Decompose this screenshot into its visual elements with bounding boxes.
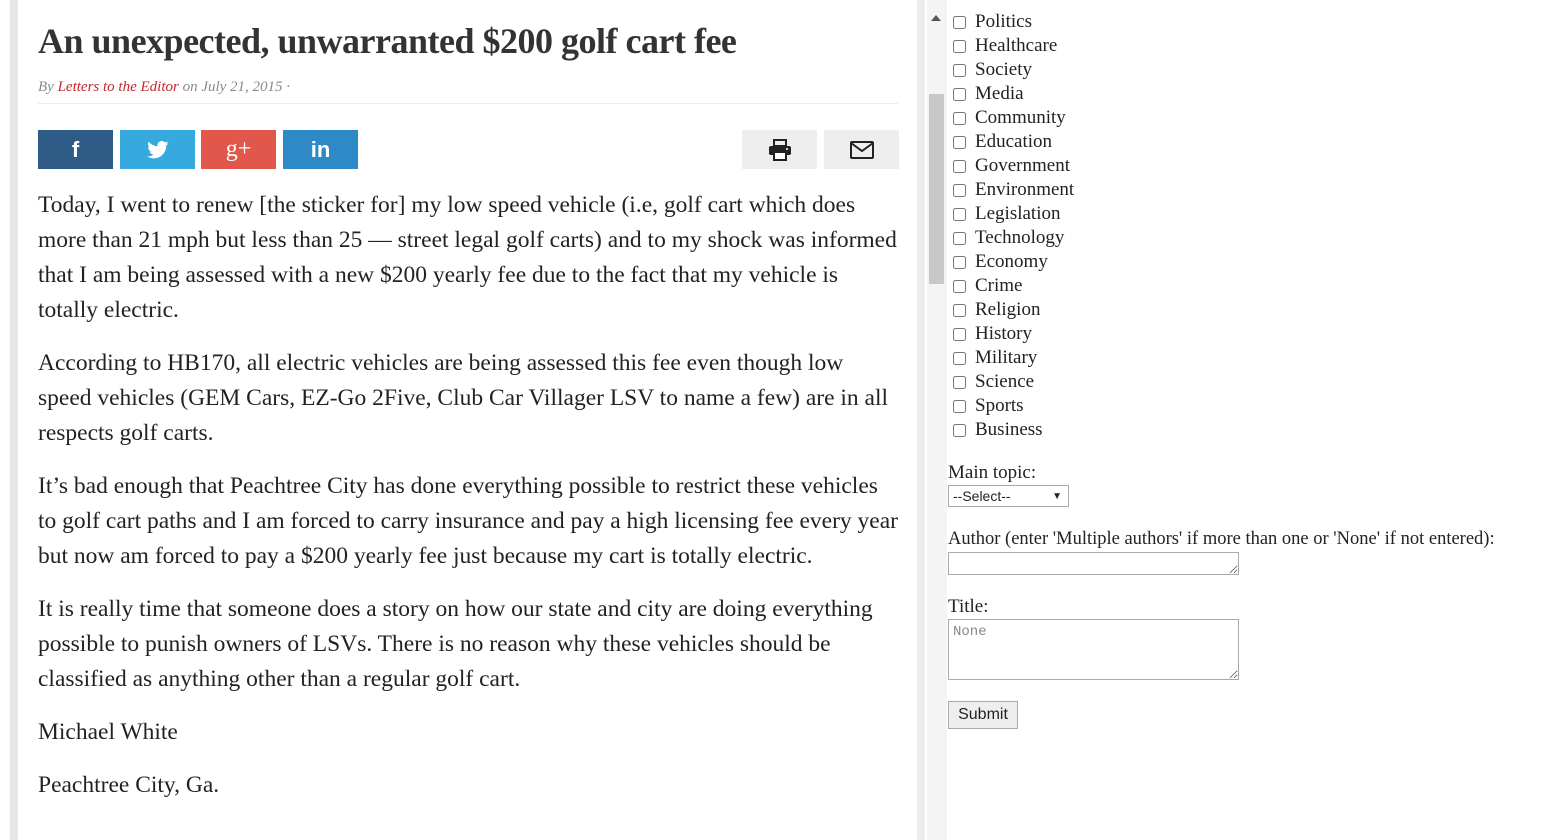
scroll-up-arrow-icon[interactable] [931,15,941,21]
topic-checkbox[interactable] [953,208,966,221]
twitter-icon [147,141,169,159]
topic-item[interactable] [948,106,1074,130]
signature-place: Peachtree City, Ga. [38,772,220,798]
topic-label: Sports [975,395,1024,416]
scrollbar-thumb[interactable] [929,94,944,284]
googleplus-icon: g+ [225,136,252,162]
topic-label: Politics [975,11,1033,32]
annotation-form [948,0,1548,840]
byline-date: on July 21, 2015 · [178,79,291,95]
facebook-icon: f [71,136,80,162]
topic-checkbox[interactable] [953,112,966,125]
twitter-share-button[interactable] [120,130,195,169]
byline [38,79,290,96]
topic-item[interactable] [948,394,1074,418]
topic-checkbox[interactable] [953,352,966,365]
topic-checkbox[interactable] [953,136,966,149]
topic-label: Religion [975,299,1041,320]
scrollbar[interactable] [917,0,947,840]
submit-button[interactable]: Submit [948,701,1018,729]
topic-label: Society [975,59,1032,80]
email-button[interactable] [824,130,899,169]
topic-item[interactable] [948,154,1074,178]
topic-label: Crime [975,275,1023,296]
topic-label: Education [975,131,1053,152]
signature-name: Michael White [38,719,178,745]
topic-checkbox[interactable] [953,376,966,389]
topic-label: History [975,323,1032,344]
topic-label: Science [975,371,1035,392]
article [38,0,900,840]
topic-checkbox[interactable] [953,328,966,341]
article-title: An unexpected, unwarranted $200 golf cart fee [38,21,737,61]
paragraph: It is really time that someone does a story on how our state and city are doing everything possible to punish owners of LSVs. There is no reason why these vehicles should be classified as anything other than a regular golf cart. [38,596,873,692]
chevron-down-icon: ▼ [1052,490,1062,502]
byline-prefix: By [38,79,58,95]
topic-checkbox[interactable] [953,280,966,293]
googleplus-share-button[interactable] [201,130,276,169]
topic-label: Legislation [975,203,1061,224]
printer-icon [768,139,792,161]
divider [38,103,898,104]
topic-item[interactable] [948,274,1074,298]
linkedin-icon: in [310,136,331,162]
topic-item[interactable] [948,418,1074,442]
print-button[interactable] [742,130,817,169]
topic-checkbox[interactable] [953,424,966,437]
topic-checkbox[interactable] [953,304,966,317]
topic-label: Military [975,347,1038,368]
topic-item[interactable] [948,130,1074,154]
topic-item[interactable] [948,34,1074,58]
topic-label: Government [975,155,1070,176]
paragraph: It’s bad enough that Peachtree City has done everything possible to restrict these vehicles to golf cart paths and I am forced to carry insurance and pay a high licensing fee every year but now am forced to pay a $200 yearly fee just because my cart is totally electric. [38,473,898,569]
topic-item[interactable] [948,58,1074,82]
topic-item[interactable] [948,322,1074,346]
topic-label: Technology [975,227,1065,248]
topic-item[interactable] [948,346,1074,370]
author-label: Author (enter 'Multiple authors' if more than one or 'None' if not entered): [948,529,1495,549]
topic-checkbox[interactable] [953,256,966,269]
topic-label: Environment [975,179,1075,200]
topic-label: Media [975,83,1024,104]
topic-checkbox[interactable] [953,88,966,101]
topic-item[interactable] [948,250,1074,274]
article-body [38,188,900,821]
author-link[interactable]: Letters to the Editor [57,79,179,95]
facebook-share-button[interactable] [38,130,113,169]
topic-item[interactable] [948,226,1074,250]
topic-item[interactable] [948,202,1074,226]
scrollbar-gutter [917,0,925,840]
main-topic-select[interactable] [948,485,1069,507]
topic-item[interactable] [948,178,1074,202]
envelope-icon [850,141,874,159]
paragraph: According to HB170, all electric vehicles are being assessed this fee even though low speed vehicles (GEM Cars, EZ-Go 2Five, Club Car Villager LSV to name a few) are in all respects golf carts. [38,350,889,446]
topic-checkbox[interactable] [953,184,966,197]
paragraph: Today, I went to renew [the sticker for] my low speed vehicle (i.e, golf cart which does more than 21 mph but less than 25 — street legal golf carts) and to my shock was informed that I am being assessed with a new $200 yearly fee due to the fact that my vehicle is totally electric. [38,192,897,323]
author-input[interactable] [948,552,1239,575]
main-topic-label: Main topic: [948,462,1037,483]
topic-checkbox[interactable] [953,400,966,413]
topic-item[interactable] [948,298,1074,322]
topic-checkbox[interactable] [953,160,966,173]
main-topic-selected: --Select-- [953,488,1011,504]
topic-item[interactable] [948,10,1074,34]
title-input[interactable] [948,619,1239,680]
topic-checkbox[interactable] [953,16,966,29]
topic-checkbox[interactable] [953,40,966,53]
topic-label: Business [975,419,1043,440]
topic-item[interactable] [948,370,1074,394]
linkedin-share-button[interactable] [283,130,358,169]
title-label: Title: [948,596,989,617]
topic-label: Healthcare [975,35,1058,56]
topic-list [948,10,1074,442]
topic-label: Economy [975,251,1048,272]
topic-item[interactable] [948,82,1074,106]
topic-checkbox[interactable] [953,232,966,245]
topic-checkbox[interactable] [953,64,966,77]
left-margin-strip [10,0,18,840]
topic-label: Community [975,107,1066,128]
